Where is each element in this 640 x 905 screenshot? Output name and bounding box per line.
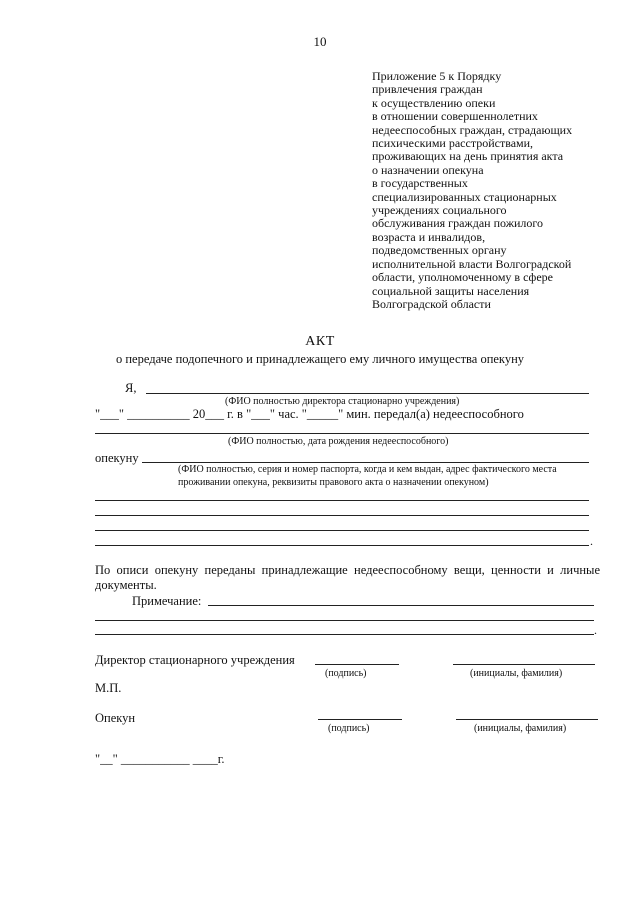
appendix-line: психическими расстройствами, <box>372 136 534 151</box>
inventory-text: По описи опекуну переданы принадлежащие недееспособному вещи, ценности и личные документы. <box>95 563 600 592</box>
act-title: АКТ <box>305 334 335 349</box>
date-time-line: "___" __________ 20___ г. в "___" час. "_____" мин. передал(а) недееспособного <box>95 407 524 421</box>
director-signature-field[interactable] <box>315 664 399 665</box>
final-date: "__" ___________ ____г. <box>95 752 225 766</box>
initials-caption: (инициалы, фамилия) <box>470 668 563 679</box>
stamp-label: М.П. <box>95 681 122 695</box>
blank-line[interactable] <box>95 634 594 635</box>
appendix-line: привлечения граждан <box>372 82 483 97</box>
blank-line[interactable] <box>95 515 589 516</box>
director-caption: (ФИО полностью директора стационарно учреждения) <box>225 396 460 407</box>
appendix-line: подведомственных органу <box>372 243 507 258</box>
guardian-label: опекуну <box>95 451 139 465</box>
appendix-line: к осуществлению опеки <box>372 95 496 110</box>
note-field[interactable] <box>208 605 594 606</box>
director-sign-label: Директор стационарного учреждения <box>95 653 295 667</box>
i-label: Я, <box>125 381 137 395</box>
appendix-line: Волгоградской области <box>372 296 491 311</box>
appendix-line: в государственных <box>372 176 468 191</box>
director-name-field[interactable] <box>146 393 589 394</box>
appendix-line: проживающих на день принятия акта <box>372 149 564 164</box>
appendix-line: специализированных стационарных <box>372 189 557 204</box>
signature-caption: (подпись) <box>328 723 370 734</box>
appendix-line: в отношении совершеннолетних <box>372 109 538 124</box>
appendix-line: исполнительной власти Волгоградской <box>372 256 572 271</box>
incapable-caption: (ФИО полностью, дата рождения недееспособного) <box>228 436 449 447</box>
guardian-field[interactable] <box>142 462 589 463</box>
guardian-caption-1: (ФИО полностью, серия и номер паспорта, когда и кем выдан, адрес фактического места <box>178 464 557 475</box>
guardian-caption-2: проживании опекуна, реквизиты правового акта о назначении опекуном) <box>178 477 489 488</box>
blank-line[interactable] <box>95 530 589 531</box>
incapable-name-field[interactable] <box>95 433 589 434</box>
appendix-block <box>372 70 622 311</box>
guardian-signature-field[interactable] <box>318 719 402 720</box>
blank-line[interactable] <box>95 620 594 621</box>
appendix-line: возраста и инвалидов, <box>372 229 486 244</box>
guardian-sign-label: Опекун <box>95 711 136 725</box>
signature-caption: (подпись) <box>325 668 367 679</box>
appendix-line: о назначении опекуна <box>372 162 484 177</box>
page-number: 10 <box>313 34 327 49</box>
period: . <box>590 534 593 548</box>
act-subtitle: о передаче подопечного и принадлежащего ему личного имущества опекуну <box>115 352 525 366</box>
period: . <box>594 623 597 637</box>
appendix-line: недееспособных граждан, страдающих <box>372 122 573 137</box>
appendix-line: Приложение 5 к Порядку <box>372 69 502 83</box>
note-label: Примечание: <box>132 594 202 608</box>
appendix-line: обслуживания граждан пожилого <box>372 216 544 231</box>
blank-line[interactable] <box>95 545 589 546</box>
initials-caption: (инициалы, фамилия) <box>474 723 567 734</box>
blank-line[interactable] <box>95 500 589 501</box>
director-initials-field[interactable] <box>453 664 595 665</box>
appendix-line: области, уполномоченному в сфере <box>372 270 553 285</box>
guardian-initials-field[interactable] <box>456 719 598 720</box>
appendix-line: учреждениях социального <box>372 203 507 218</box>
appendix-line: социальной защиты населения <box>372 283 530 298</box>
